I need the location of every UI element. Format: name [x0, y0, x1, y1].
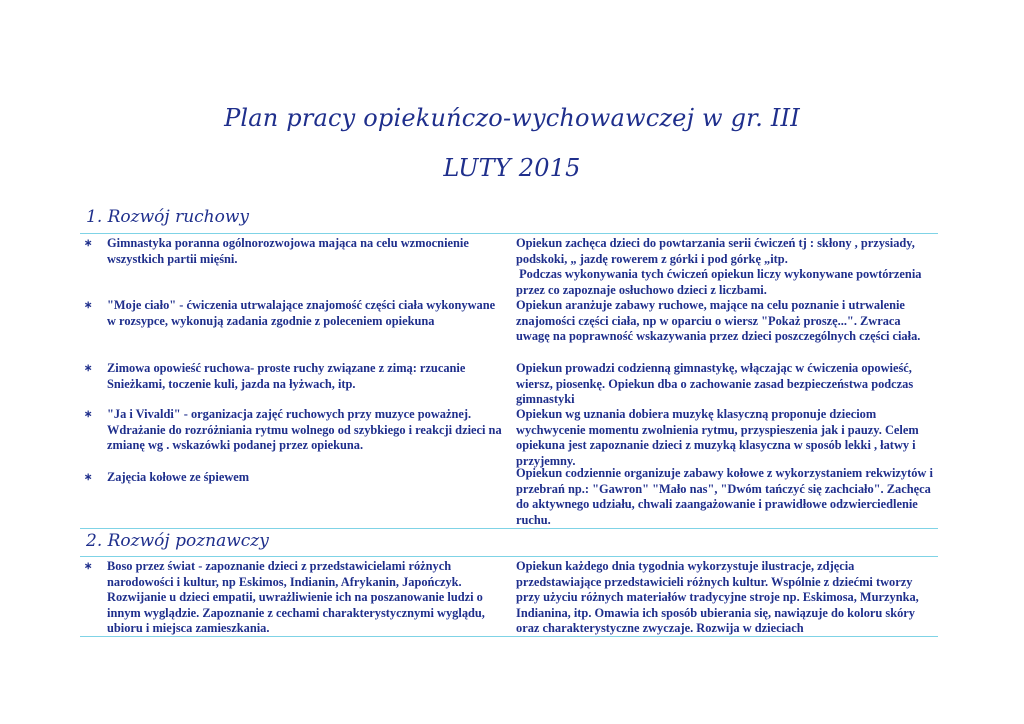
bullet-icon: ∗ — [84, 472, 93, 483]
bullet-icon: ∗ — [84, 363, 93, 374]
section-divider — [80, 528, 938, 529]
bullet-icon: ∗ — [84, 238, 93, 249]
description-text: Opiekun prowadzi codzienną gimnastykę, włączając w ćwiczenia opowieść, wiersz, piosenkę. Opiekun dba o zachowanie zasad bezpieczeństwa podczas gimnastyki — [516, 361, 914, 407]
description-text: Opiekun wg uznania dobiera muzykę klasyczną proponuje dzieciom wychwycenie momentu zwolnienia rytmu, przyspieszenia jak i pauzy. Celem opiekuna jest zapoznanie dzieci z muzyką klasyczna w sposób lekki , łatwy i przyjemny. — [516, 407, 919, 468]
activity-text: Zimowa opowieść ruchowa- proste ruchy związane z zimą: rzucanie Snieżkami, toczenie kuli, jazda na łyżwach, itp. — [107, 361, 466, 391]
section-heading: 1. Rozwój ruchowy — [86, 207, 250, 227]
document-title: Plan pracy opiekuńczo-wychowawczej w gr. III — [224, 104, 800, 132]
activity-text: Gimnastyka poranna ogólnorozwojowa mająca na celu wzmocnienie wszystkich partii mięśni. — [107, 236, 469, 266]
bullet-icon: ∗ — [84, 300, 93, 311]
description-text: Opiekun zachęca dzieci do powtarzania serii ćwiczeń tj : skłony , przysiady, podskoki, „ jazdę rowerem z górki i pod górkę „itp. Podczas wykonywania tych ćwiczeń opiekun liczy wykonywane powtórzenia przez co zapoznaje osłuchowo dzieci z liczbami. — [516, 236, 922, 297]
section-divider — [80, 233, 938, 234]
activity-text: Boso przez świat - zapoznanie dzieci z przedstawicielami różnych narodowości i kultur, np Eskimos, Indianin, Afrykanin, Japończyk. Rozwijanie u dzieci empatii, uwrażliwienie ich na poszanowanie ludzi o innym wyglądzie. Zapoznanie z cechami charakterystycznymi wyglądu, ubioru i miejsca zamieszkania. — [107, 559, 485, 636]
activity-text: Zajęcia kołowe ze śpiewem — [107, 470, 250, 484]
activity-text: "Moje ciało" - ćwiczenia utrwalające znajomość części ciała wykonywane w rozsypce, wykonują zadania zgodnie z poleceniem opiekuna — [107, 298, 496, 328]
description-text: Opiekun codziennie organizuje zabawy kołowe z wykorzystaniem rekwizytów i przebrań np.: "Gawron" "Mało nas", "Dwóm tańczyć się zachciało". Zachęca do aktywnego udziału, chwali zaangażowanie i prawidłowe odzwierciedlenie ruchu. — [516, 466, 933, 527]
description-text: Opiekun każdego dnia tygodnia wykorzystuje ilustracje, zdjęcia przedstawiające przedstawicieli różnych kultur. Wspólnie z dziećmi tworzy przy użyciu różnych materiałów tradycyjne stroje np. Eskimosa, Murzynka, Indianina, itp. Omawia ich sposób ubierania się, nawiązuje do koloru skóry oraz charakterystyczne zwyczaje. Rozwija w dzieciach — [516, 559, 919, 636]
table-bottom-border — [80, 636, 938, 637]
bullet-icon: ∗ — [84, 561, 93, 572]
section-heading: 2. Rozwój poznawczy — [86, 531, 269, 551]
description-text: Opiekun aranżuje zabawy ruchowe, mające na celu poznanie i utrwalenie znajomości części ciała, np w oparciu o wiersz "Pokaż proszę...". Zwraca uwagę na poprawność wskazywania przez dzieci poszczególnych części ciała. — [516, 298, 921, 344]
section-divider — [80, 556, 938, 557]
activity-text: "Ja i Vivaldi" - organizacja zajęć ruchowych przy muzyce poważnej. Wdrażanie do rozróżniania rytmu wolnego od szybkiego i reakcji dzieci na zmianę wg . wskazówki podanej przez opiekuna. — [107, 407, 502, 453]
document-subtitle: LUTY 2015 — [443, 154, 581, 182]
bullet-icon: ∗ — [84, 409, 93, 420]
